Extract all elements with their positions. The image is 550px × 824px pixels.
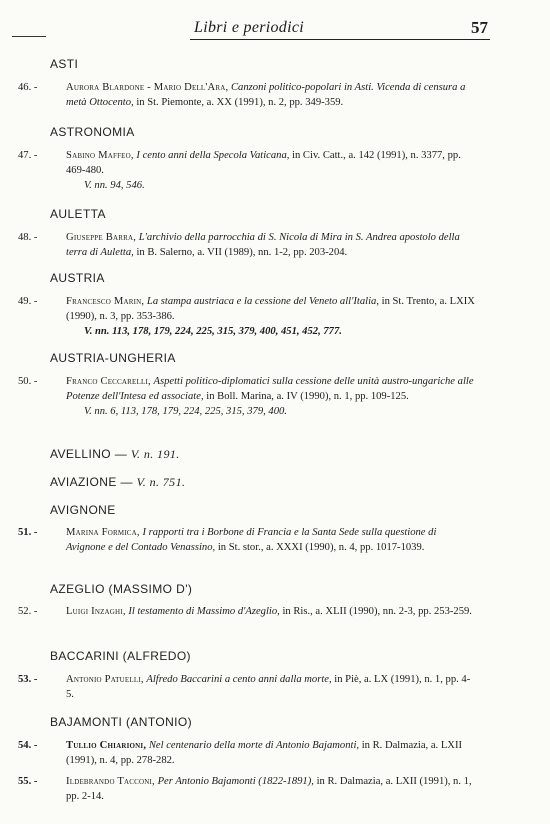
entry-title: Per Antonio Bajamonti (1822-1891),: [157, 776, 314, 787]
entry-author: Marina Formica,: [66, 527, 140, 538]
entry-title: Canzoni politico-popolari in Asti. Vicenda di censura a metà Ottocento,: [66, 82, 466, 108]
entry-50: [18, 374, 476, 419]
entry-author: Giuseppe Barra,: [66, 232, 137, 243]
section-heading-bajamonti: BAJAMONTI (ANTONIO): [50, 715, 193, 729]
section-heading-aviazione: [50, 475, 185, 490]
entry-see-also: V. nn. 6, 113, 178, 179, 224, 225, 315, 379, 400.: [84, 406, 287, 417]
page-number: 57: [471, 18, 488, 37]
entry-publication: in Civ. Catt., a. 142 (1991), n. 3377, pp. 469-480.: [66, 150, 461, 176]
entry-number: 49. -: [18, 296, 38, 307]
entry-author: Franco Ceccarelli,: [66, 376, 151, 387]
entry-publication: in St. stor., a. XXXI (1990), n. 4, pp. 1017-1039.: [217, 542, 425, 553]
entry-46: [18, 80, 476, 110]
entry-title: Aspetti politico-diplomatici sulla cessione delle unità austro-ungariche alle Potenze dell'Intesa ed associate,: [66, 376, 474, 402]
entry-number: 54. -: [18, 740, 38, 751]
running-title: Libri e periodici: [194, 19, 304, 36]
section-label: AVIAZIONE —: [50, 475, 137, 489]
entry-publication: in St. Trento, a. LXIX (1990), n. 3, pp. 353-386.: [66, 296, 475, 322]
section-heading-austria-ungheria: AUSTRIA-UNGHERIA: [50, 351, 176, 365]
entry-53: [18, 672, 476, 702]
entry-publication: in B. Salerno, a. VII (1989), nn. 1-2, pp. 203-204.: [136, 247, 348, 258]
entry-number: 48. -: [18, 232, 38, 243]
entry-49: [18, 294, 476, 339]
section-heading-avellino: [50, 447, 180, 462]
entry-number: 53. -: [18, 674, 38, 685]
entry-number: 55. -: [18, 776, 38, 787]
entry-title: Nel centenario della morte di Antonio Bajamonti,: [148, 740, 360, 751]
section-cross-reference: V. n. 191.: [130, 447, 180, 461]
entry-54: [18, 738, 476, 768]
entry-publication: in St. Piemonte, a. XX (1991), n. 2, pp. 349-359.: [136, 97, 344, 108]
section-label: AVELLINO —: [50, 447, 131, 461]
entry-publication: in Piè, a. LX (1991), n. 1, pp. 4-5.: [66, 674, 471, 700]
section-heading-astronomia: ASTRONOMIA: [50, 125, 135, 139]
section-heading-avignone: AVIGNONE: [50, 503, 116, 517]
entry-55: [18, 774, 476, 804]
header-rule: [190, 39, 490, 40]
section-heading-auletta: AULETTA: [50, 207, 106, 221]
entry-publication: in R. Dalmazia, a. LXII (1991), n. 1, pp. 2-14.: [66, 776, 472, 802]
page-header: [0, 20, 550, 42]
entry-48: [18, 230, 476, 260]
entry-author: Antonio Patuelli,: [66, 674, 144, 685]
entry-author: Ildebrando Tacconi,: [66, 776, 155, 787]
entry-publication: in Ris., a. XLII (1990), nn. 2-3, pp. 253-259.: [282, 606, 472, 617]
entry-author: Luigi Inzaghi,: [66, 606, 126, 617]
entry-title: La stampa austriaca e la cessione del Veneto all'Italia,: [146, 296, 379, 307]
section-heading-azeglio: AZEGLIO (MASSIMO D'): [50, 582, 193, 596]
entry-51: [18, 525, 476, 555]
entry-title: I rapporti tra i Borbone di Francia e la Santa Sede sulla questione di Avignone e del Contado Venassino,: [66, 527, 437, 553]
entry-title: L'archivio della parrocchia di S. Nicola di Mira in S. Andrea apostolo della terra di Auletta,: [66, 232, 460, 258]
entry-number: 51. -: [18, 527, 38, 538]
entry-number: 50. -: [18, 376, 38, 387]
section-heading-austria: AUSTRIA: [50, 271, 105, 285]
entry-see-also: V. nn. 94, 546.: [84, 180, 145, 191]
header-dash: [12, 36, 46, 37]
entry-author: Francesco Marin,: [66, 296, 145, 307]
entry-47: [18, 148, 476, 193]
entry-title: Il testamento di Massimo d'Azeglio,: [128, 606, 280, 617]
entry-number: 47. -: [18, 150, 38, 161]
entry-title: Alfredo Baccarini a cento anni dalla morte,: [146, 674, 332, 685]
entry-author: Sabino Maffeo,: [66, 150, 134, 161]
entry-number: 52. -: [18, 606, 38, 617]
entry-publication: in Boll. Marina, a. IV (1990), n. 1, pp. 109-125.: [206, 391, 409, 402]
entry-see-also: V. nn. 113, 178, 179, 224, 225, 315, 379, 400, 451, 452, 777.: [84, 326, 342, 337]
entry-52: [18, 604, 476, 619]
section-heading-baccarini: BACCARINI (ALFREDO): [50, 649, 191, 663]
entry-author: Tullio Chiarioni,: [66, 740, 147, 751]
entry-author: Aurora Blardone - Mario Dell'Ara,: [66, 82, 229, 93]
entry-number: 46. -: [18, 82, 38, 93]
section-cross-reference: V. n. 751.: [136, 475, 186, 489]
section-heading-asti: ASTI: [50, 57, 79, 71]
entry-title: I cento anni della Specola Vaticana,: [136, 150, 290, 161]
entry-publication: in R. Dalmazia, a. LXII (1991), n. 4, pp. 278-282.: [66, 740, 463, 766]
